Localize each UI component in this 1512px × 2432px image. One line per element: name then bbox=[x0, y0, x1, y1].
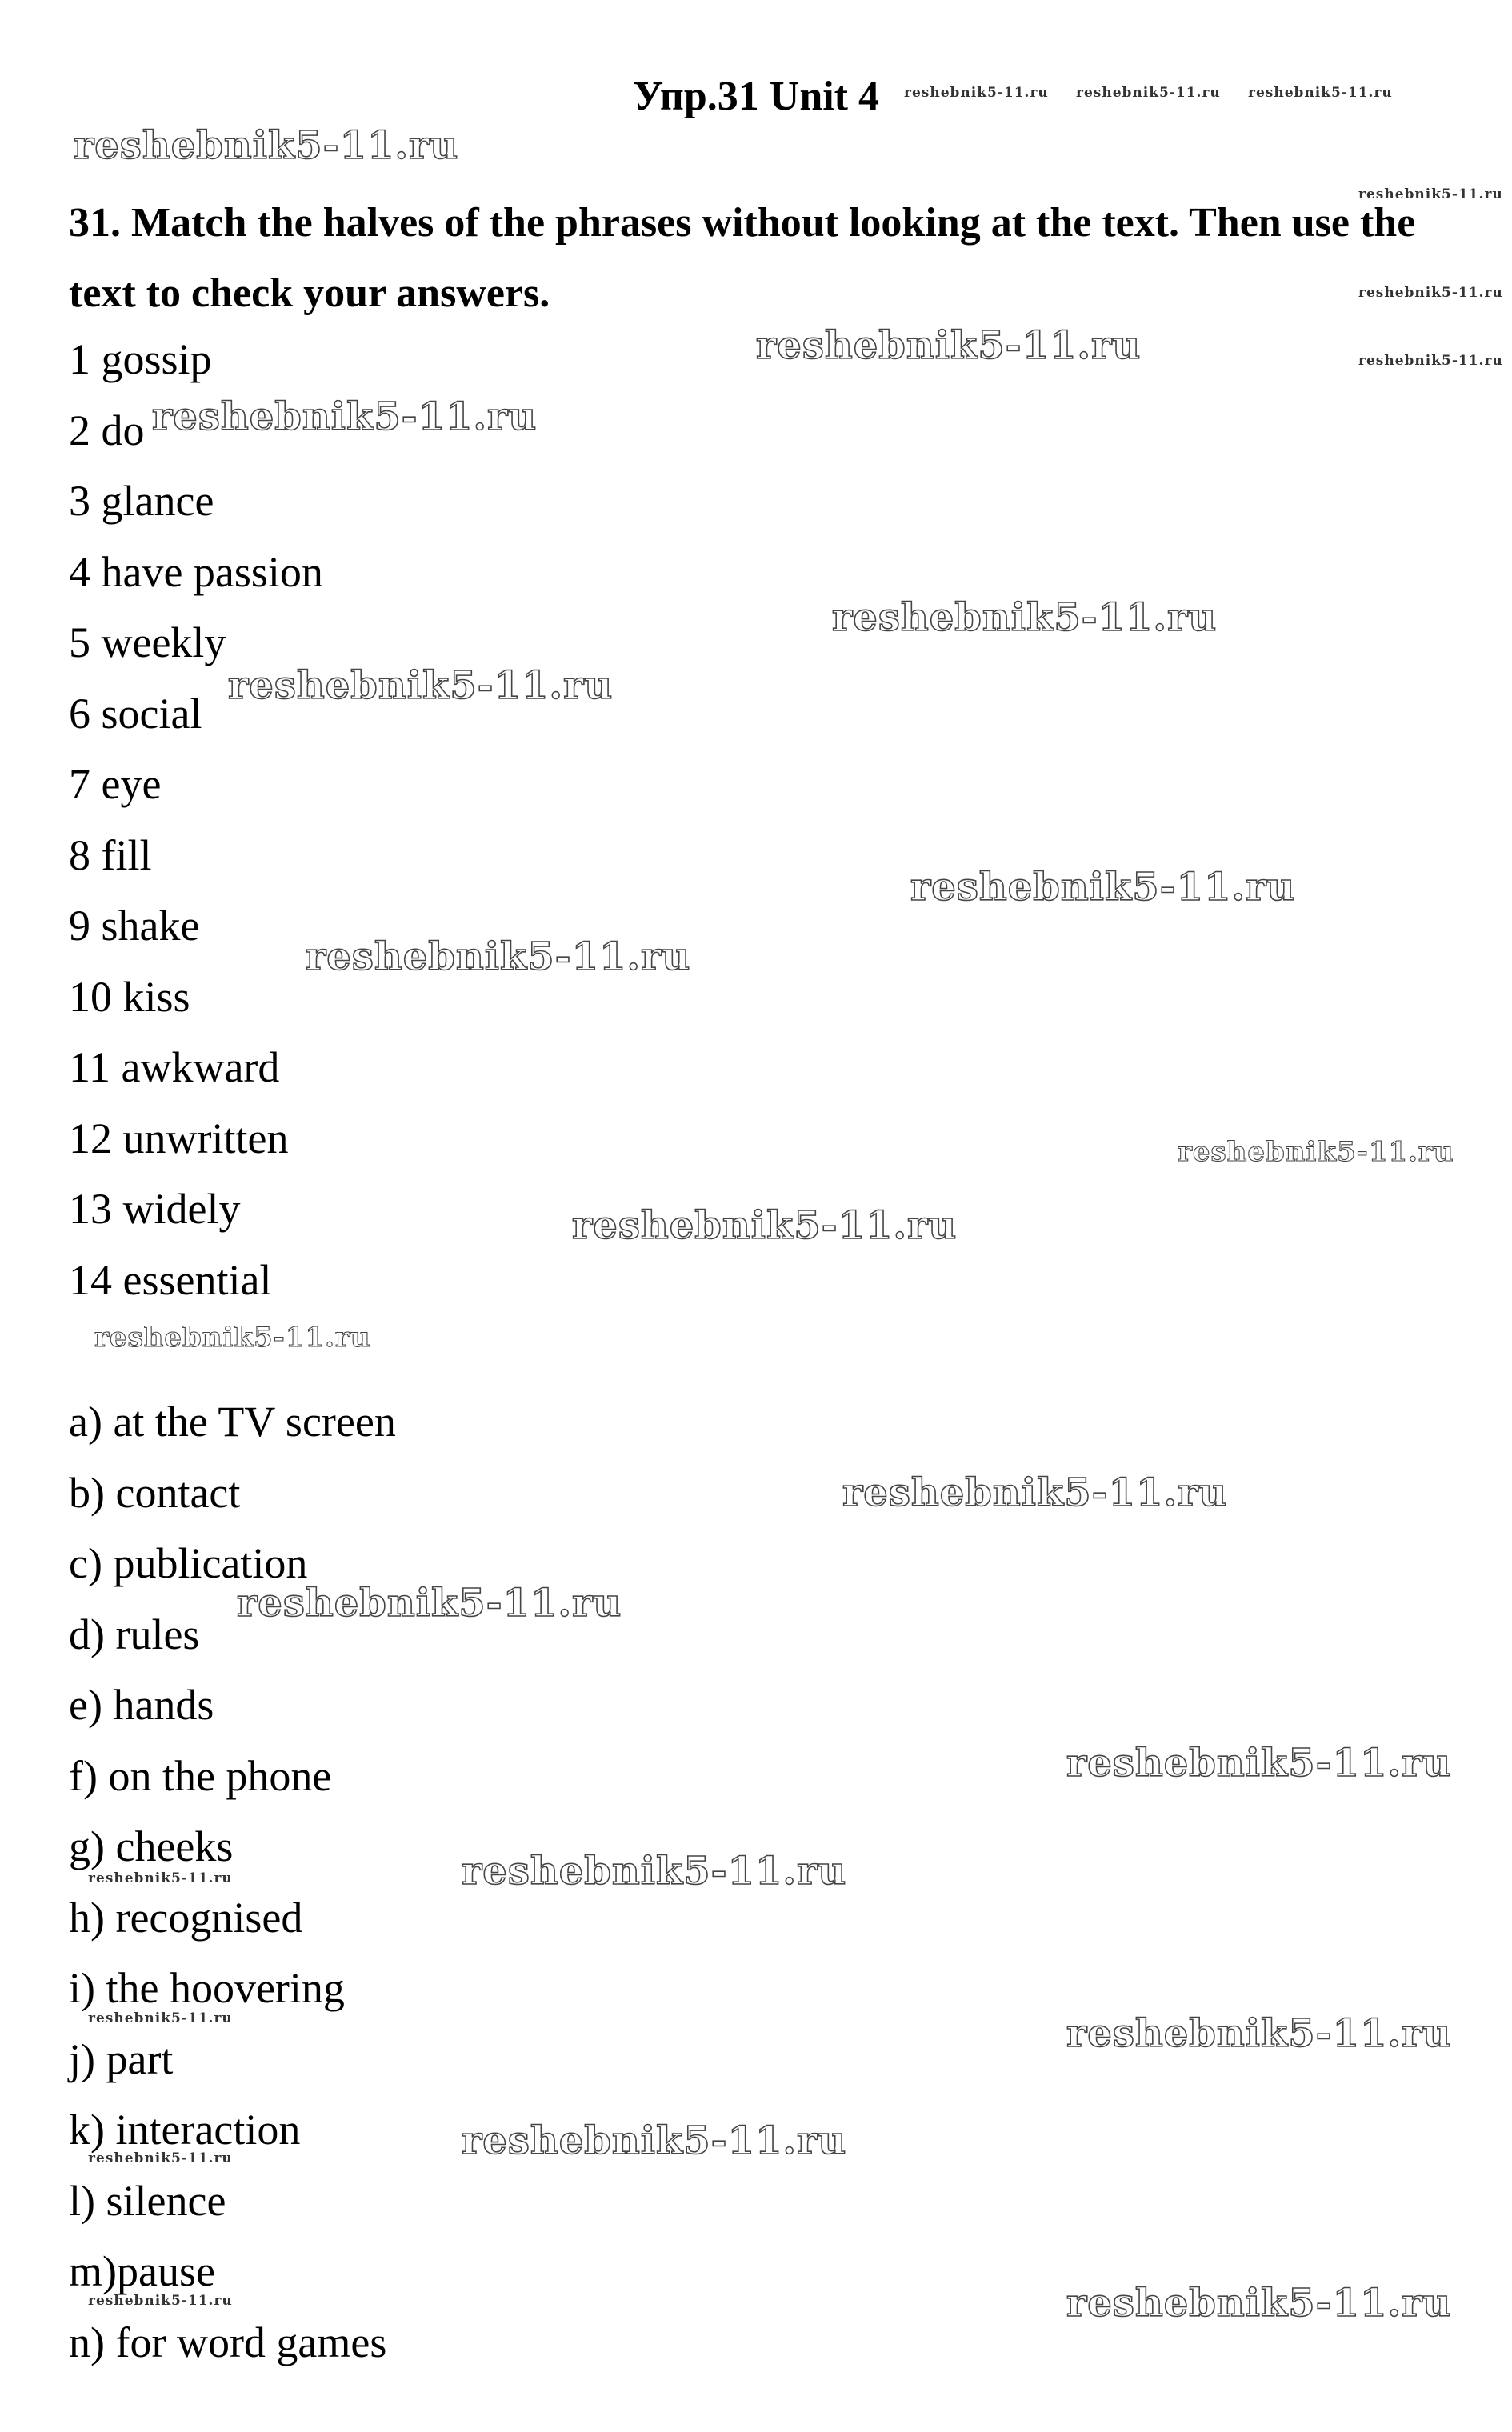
list-item: 3 glance bbox=[69, 477, 214, 525]
list-item: n) for word games bbox=[69, 2318, 387, 2366]
list-item: i) the hoovering bbox=[69, 1964, 345, 2012]
watermark: reshebnik5-11.ru bbox=[572, 1203, 958, 1248]
list-item: c) publication bbox=[69, 1539, 308, 1587]
list-item: a) at the TV screen bbox=[69, 1398, 396, 1446]
list-item: f) on the phone bbox=[69, 1751, 332, 1800]
watermark: reshebnik5-11.ru bbox=[1066, 2281, 1452, 2326]
list-item: h) recognised bbox=[69, 1893, 303, 1942]
watermark: reshebnik5-11.ru bbox=[1248, 85, 1393, 101]
watermark: reshebnik5-11.ru bbox=[1076, 85, 1221, 101]
list-item: 2 do bbox=[69, 406, 145, 454]
watermark: reshebnik5-11.ru bbox=[88, 2150, 233, 2166]
watermark: reshebnik5-11.ru bbox=[94, 1322, 371, 1354]
task-instruction: 31. Match the halves of the phrases without looking at the text. Then use the text to check your answers. bbox=[69, 200, 1416, 316]
watermark: reshebnik5-11.ru bbox=[1178, 1136, 1454, 1168]
watermark: reshebnik5-11.ru bbox=[237, 1581, 622, 1626]
watermark: reshebnik5-11.ru bbox=[152, 394, 538, 439]
list-item: 5 weekly bbox=[69, 618, 226, 666]
watermark: reshebnik5-11.ru bbox=[1358, 186, 1503, 202]
watermark: reshebnik5-11.ru bbox=[306, 934, 691, 979]
watermark: reshebnik5-11.ru bbox=[910, 865, 1296, 910]
page-title: Упр.31 Unit 4 bbox=[632, 74, 879, 119]
watermark: reshebnik5-11.ru bbox=[842, 1470, 1228, 1515]
list-item: 7 eye bbox=[69, 760, 162, 808]
watermark: reshebnik5-11.ru bbox=[88, 2293, 233, 2309]
list-item: 14 essential bbox=[69, 1255, 272, 1304]
list-item: 12 unwritten bbox=[69, 1114, 289, 1162]
watermark: reshebnik5-11.ru bbox=[228, 663, 614, 708]
list-item: 9 shake bbox=[69, 902, 200, 950]
watermark: reshebnik5-11.ru bbox=[832, 595, 1218, 640]
watermark: reshebnik5-11.ru bbox=[1066, 2011, 1452, 2056]
left-phrase-list bbox=[69, 324, 323, 1315]
list-item: 11 awkward bbox=[69, 1043, 280, 1091]
list-item: b) contact bbox=[69, 1468, 241, 1517]
watermark: reshebnik5-11.ru bbox=[462, 2118, 847, 2163]
list-item: g) cheeks bbox=[69, 1822, 234, 1870]
watermark: reshebnik5-11.ru bbox=[904, 85, 1049, 101]
watermark: reshebnik5-11.ru bbox=[1358, 353, 1503, 369]
list-item: l) silence bbox=[69, 2176, 226, 2225]
watermark: reshebnik5-11.ru bbox=[1066, 1741, 1452, 1786]
list-item: 10 kiss bbox=[69, 972, 190, 1021]
list-item: 4 have passion bbox=[69, 547, 323, 596]
watermark: reshebnik5-11.ru bbox=[74, 123, 459, 168]
list-item: d) rules bbox=[69, 1610, 200, 1658]
watermark: reshebnik5-11.ru bbox=[1358, 285, 1503, 301]
watermark: reshebnik5-11.ru bbox=[88, 1870, 233, 1886]
list-item: 8 fill bbox=[69, 830, 152, 879]
list-item: 13 widely bbox=[69, 1185, 241, 1233]
list-item: e) hands bbox=[69, 1681, 214, 1729]
watermark: reshebnik5-11.ru bbox=[756, 323, 1142, 368]
list-item: j) part bbox=[69, 2034, 174, 2083]
watermark: reshebnik5-11.ru bbox=[88, 2010, 233, 2026]
list-item: m)pause bbox=[69, 2247, 215, 2295]
list-item: k) interaction bbox=[69, 2106, 301, 2154]
list-item: 1 gossip bbox=[69, 335, 212, 383]
list-item: 6 social bbox=[69, 689, 202, 738]
watermark: reshebnik5-11.ru bbox=[462, 1849, 847, 1894]
